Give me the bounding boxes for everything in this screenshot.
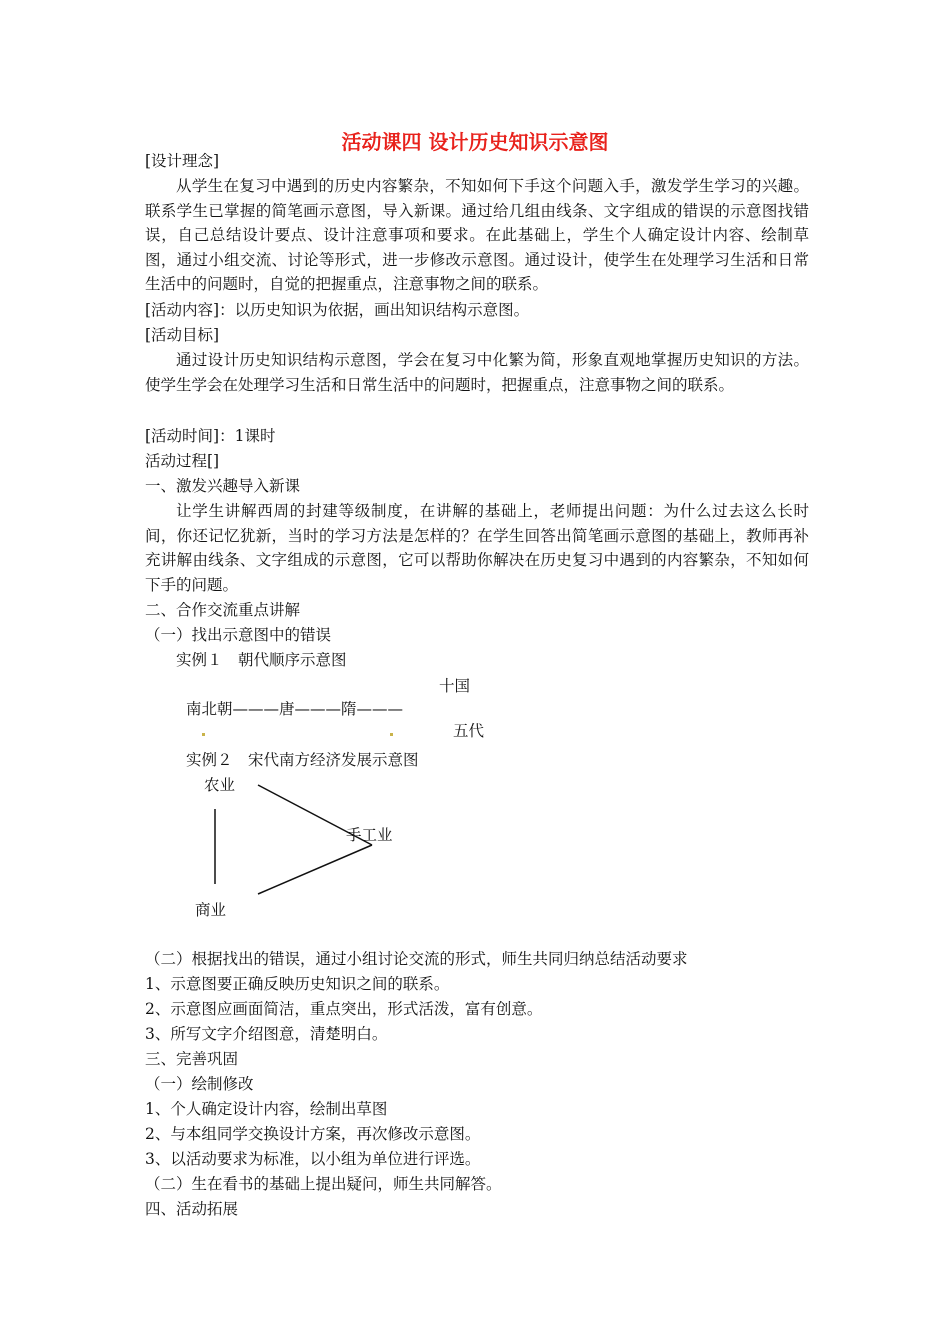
design-concept-body: 从学生在复习中遇到的历史内容繁杂，不知如何下手这个问题入手，激发学生学习的兴趣。联系学生已掌握的简笔画示意图，导入新课。通过给几组由线条、文字组成的错误的示意图找错误，自己总结设计要点、设计注意事项和要求。在此基础上，学生个人确定设计内容、绘制草图，通过小组交流、讨论等形式，进一步修改示意图。通过设计，使学生在处理学习生活和日常生活中的问题时，自觉的把握重点，注意事物之间的联系。	[145, 177, 809, 294]
section3-item-1: 1、个人确定设计内容，绘制出草图	[145, 1100, 388, 1118]
diagram1-top-label: 十国	[439, 677, 471, 695]
section2-sub2: （二）根据找出的错误，通过小组讨论交流的形式，师生共同归纳总结活动要求	[145, 950, 688, 968]
diagram2-node-handicraft: 手工业	[346, 826, 393, 844]
document-title: 活动课四 设计历史知识示意图	[341, 130, 609, 154]
example1-label: 实例１ 朝代顺序示意图	[176, 651, 347, 669]
section1-body: 让学生讲解西周的封建等级制度，在讲解的基础上，老师提出问题：为什么过去这么长时间，你还记忆犹新，当时的学习方法是怎样的？在学生回答出简笔画示意图的基础上，教师再补充讲解由线条、文字组成的示意图，它可以帮助你解决在历史复习中遇到的内容繁杂，不知如何下手的问题。	[145, 502, 809, 594]
diagram2-node-commerce: 商业	[195, 901, 227, 919]
diagram1-bottom-label: 五代	[453, 722, 485, 740]
line-handicraft-commerce	[258, 845, 372, 894]
requirement-2: 2、示意图应画面简洁，重点突出，形式活泼，富有创意。	[145, 1000, 543, 1018]
activity-time: [活动时间]：1课时	[145, 427, 276, 445]
section3-heading: 三、完善巩固	[145, 1050, 239, 1068]
process-heading: 活动过程[]	[145, 452, 220, 470]
section1-heading: 一、激发兴趣导入新课	[145, 477, 301, 495]
diagram1-chain: 南北朝———唐———隋———	[186, 700, 404, 718]
section3-sub1: （一）绘制修改	[145, 1075, 254, 1093]
section3-item-2: 2、与本组同学交换设计方案，再次修改示意图。	[145, 1125, 481, 1143]
activity-goal-body: 通过设计历史知识结构示意图，学会在复习中化繁为简，形象直观地掌握历史知识的方法。使学生学会在处理学习生活和日常生活中的问题时，把握重点，注意事物之间的联系。	[145, 351, 809, 394]
section3-sub2: （二）生在看书的基础上提出疑问，师生共同解答。	[145, 1175, 502, 1193]
requirement-1: 1、示意图要正确反映历史知识之间的联系。	[145, 975, 450, 993]
design-concept-heading: [设计理念]	[145, 152, 220, 170]
activity-content: [活动内容]：以历史知识为依据，画出知识结构示意图。	[145, 301, 530, 319]
diagram2-node-agriculture: 农业	[204, 776, 236, 794]
section2-heading: 二、合作交流重点讲解	[145, 601, 301, 619]
section3-item-3: 3、以活动要求为标准，以小组为单位进行评选。	[145, 1150, 481, 1168]
requirement-3: 3、所写文字介绍图意，清楚明白。	[145, 1025, 388, 1043]
example2-label: 实例２ 宋代南方经济发展示意图	[186, 751, 419, 769]
activity-goal-heading: [活动目标]	[145, 326, 220, 344]
section2-sub1: （一）找出示意图中的错误	[145, 626, 332, 644]
section4-heading: 四、活动拓展	[145, 1200, 239, 1218]
